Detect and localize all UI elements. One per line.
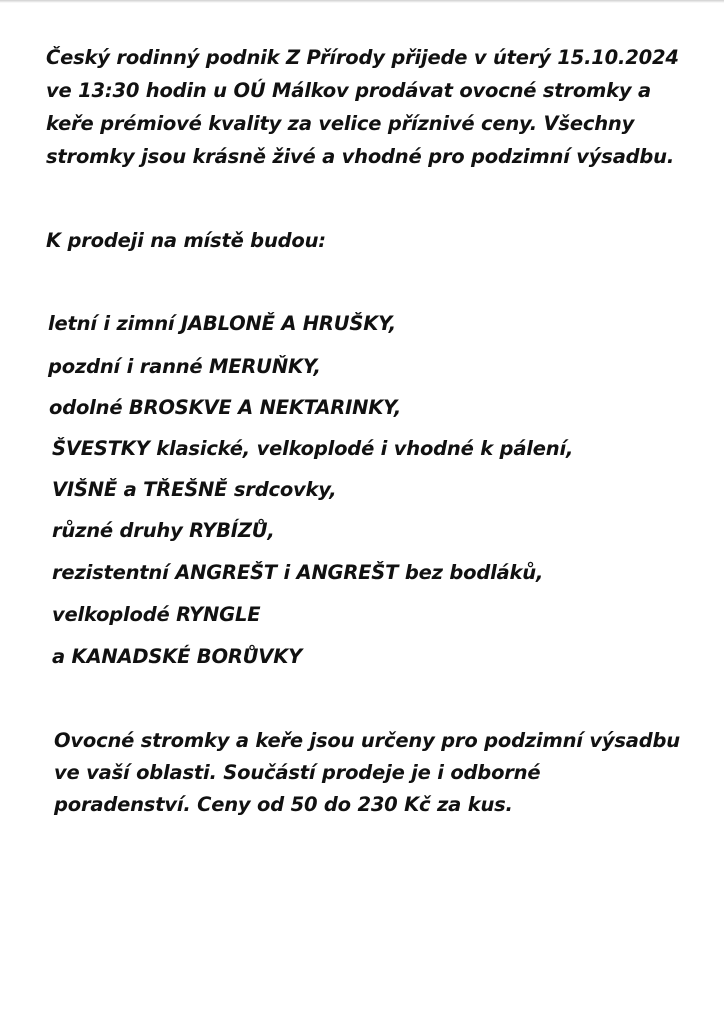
intro-line-3: keře prémiové kvality za velice příznivé ceny. Všechny <box>46 112 635 135</box>
list-item-blueberries: a KANADSKÉ BORŮVKY <box>52 645 303 668</box>
list-item-peaches-nectarines: odolné BROSKVE A NEKTARINKY, <box>49 396 402 419</box>
intro-line-2: ve 13:30 hodin u OÚ Málkov prodávat ovocné stromky a <box>46 79 651 102</box>
closing-line-1: Ovocné stromky a keře jsou určeny pro podzimní výsadbu <box>54 729 680 752</box>
list-item-cherries: VIŠNĚ a TŘEŠNĚ srdcovky, <box>52 478 337 501</box>
closing-line-2: ve vaší oblasti. Součástí prodeje je i odborné <box>54 761 541 784</box>
scan-top-edge <box>0 0 724 3</box>
list-item-plums: ŠVESTKY klasické, velkoplodé i vhodné k pálení, <box>52 437 574 460</box>
intro-line-1: Český rodinný podnik Z Přírody přijede v úterý 15.10.2024 <box>46 46 679 69</box>
closing-line-3: poradenství. Ceny od 50 do 230 Kč za kus. <box>54 793 513 816</box>
list-item-greengages: velkoplodé RYNGLE <box>52 603 261 626</box>
list-item-gooseberries: rezistentní ANGREŠT i ANGREŠT bez bodláků, <box>52 561 544 584</box>
list-item-apricots: pozdní i ranné MERUŇKY, <box>48 355 321 378</box>
list-item-currants: různé druhy RYBÍZŮ, <box>52 519 275 542</box>
list-heading: K prodeji na místě budou: <box>46 229 326 252</box>
list-item-apples-pears: letní i zimní JABLONĚ A HRUŠKY, <box>48 312 397 335</box>
intro-line-4: stromky jsou krásně živé a vhodné pro podzimní výsadbu. <box>46 145 675 168</box>
